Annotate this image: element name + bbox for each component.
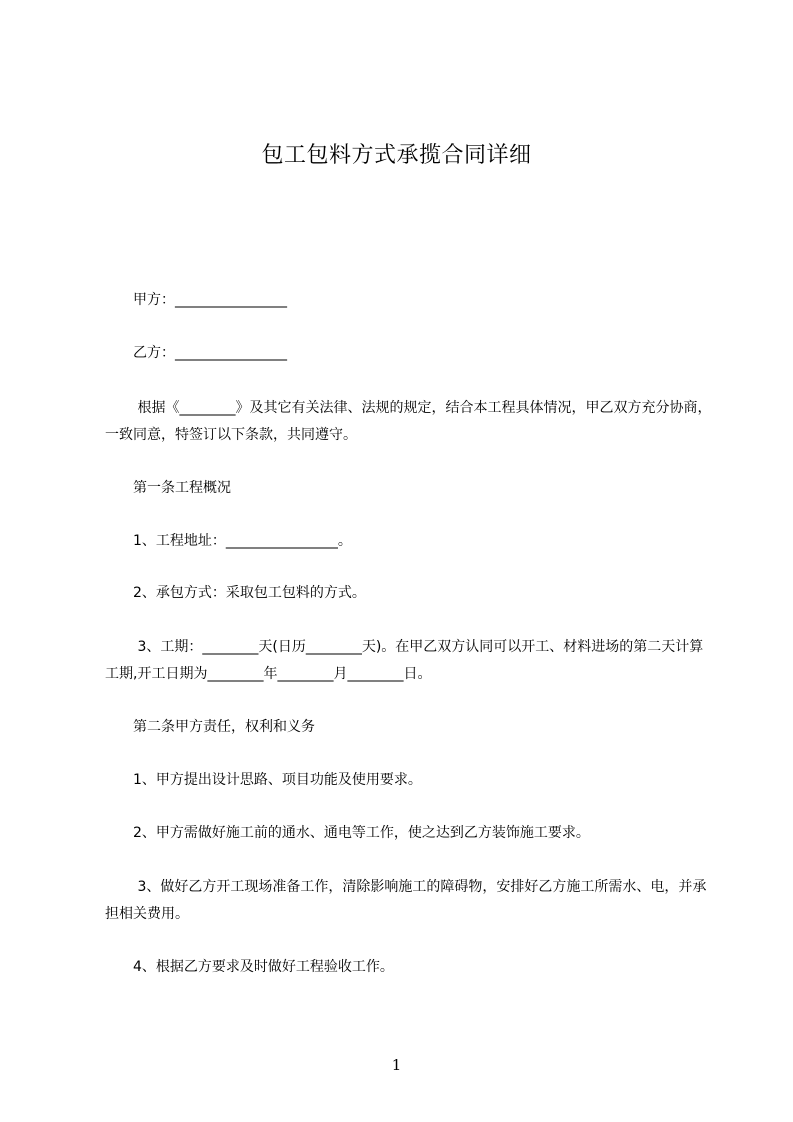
party-a-line: 甲方：________________ bbox=[105, 292, 287, 308]
preamble-paragraph: 根据《________》及其它有关法律、法规的规定，结合本工程具体情况，甲乙双方充分协商，一致同意，特签订以下条款，共同遵守。 bbox=[105, 400, 712, 443]
article-1-item-2: 2、承包方式：采取包工包料的方式。 bbox=[105, 585, 366, 601]
article-2-item-2: 2、甲方需做好施工前的通水、通电等工作，使之达到乙方装饰施工要求。 bbox=[105, 825, 590, 841]
article-2-item-4: 4、根据乙方要求及时做好工程验收工作。 bbox=[105, 959, 394, 975]
page-number: 1 bbox=[391, 1056, 402, 1074]
article-1-item-1: 1、工程地址：________________。 bbox=[105, 533, 352, 549]
document-title: 包工包料方式承揽合同详细 bbox=[261, 143, 532, 168]
article-1-heading: 第一条工程概况 bbox=[105, 480, 231, 496]
party-b-line: 乙方：________________ bbox=[105, 345, 287, 361]
article-2-item-1: 1、甲方提出设计思路、项目功能及使用要求。 bbox=[105, 772, 422, 788]
article-2-heading: 第二条甲方责任，权利和义务 bbox=[105, 719, 315, 735]
article-1-item-3: 3、工期：________天(日历________天)。在甲乙双方认同可以开工、材料进场的第二天计算工期,开工日期为________年________月________日。 bbox=[105, 639, 704, 682]
article-2-item-3: 3、做好乙方开工现场准备工作，清除影响施工的障碍物，安排好乙方施工所需水、电，并承担相关费用。 bbox=[105, 879, 707, 922]
